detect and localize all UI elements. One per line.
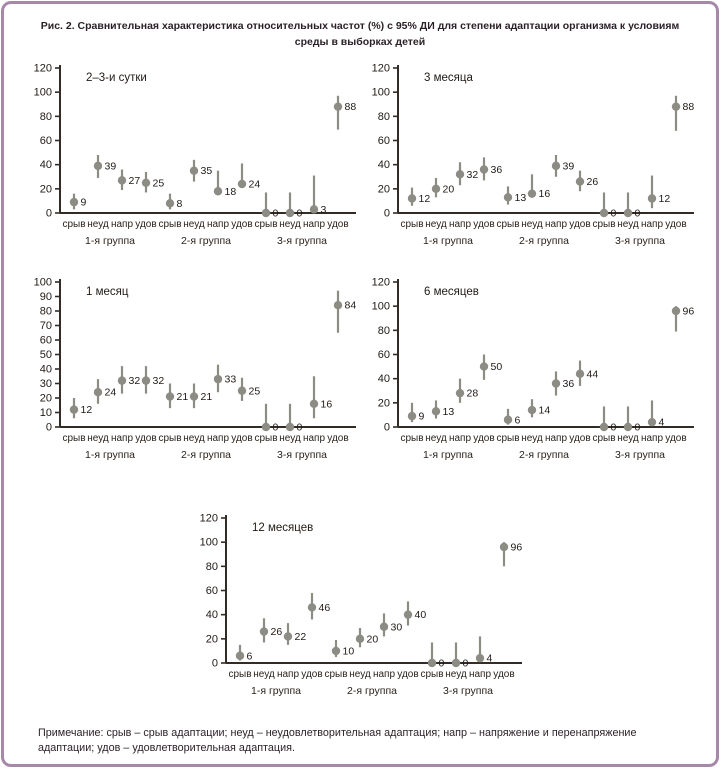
y-tick-label: 40	[377, 159, 390, 172]
data-point	[236, 652, 244, 660]
data-point	[672, 307, 680, 315]
value-label: 88	[682, 101, 695, 114]
category-label: удов	[135, 219, 157, 230]
y-tick-label: 70	[39, 320, 52, 332]
category-label: неуд	[279, 219, 301, 230]
y-tick-label: 60	[377, 349, 390, 361]
figure-title-text: Рис. 2. Сравнительная характеристика относительных частот (%) с 95% ДИ для степени адаптации организма к условиям среды в выборках детей	[40, 20, 680, 48]
data-point	[456, 389, 464, 397]
data-point	[286, 423, 294, 431]
y-tick-label: 50	[39, 349, 52, 361]
y-tick-label: 80	[39, 110, 52, 123]
category-label: срыв	[254, 433, 278, 444]
y-tick-label: 60	[39, 334, 52, 347]
data-point	[480, 165, 488, 173]
data-point	[648, 194, 656, 202]
value-label: 30	[390, 621, 403, 634]
value-label: 27	[128, 174, 141, 187]
category-label: удов	[569, 219, 591, 230]
y-tick-label: 100	[371, 86, 390, 99]
group-label: 1-я группа	[423, 235, 473, 247]
y-tick-label: 60	[377, 135, 390, 147]
category-label: срыв	[496, 433, 520, 444]
category-label: удов	[569, 433, 591, 444]
data-point	[408, 412, 416, 420]
data-point	[408, 194, 416, 202]
group-label: 3-я группа	[277, 449, 327, 461]
data-point	[452, 659, 460, 667]
data-point	[528, 406, 536, 414]
data-point	[404, 610, 412, 618]
value-label: 9	[418, 410, 425, 423]
data-point	[576, 177, 584, 185]
figure-title	[38, 19, 682, 51]
category-label: напр	[468, 669, 492, 680]
value-label: 28	[466, 387, 479, 400]
value-label: 21	[176, 391, 189, 404]
value-label: 0	[438, 657, 445, 670]
data-point	[310, 400, 318, 408]
y-tick-label: 0	[383, 207, 390, 220]
category-label: удов	[301, 669, 323, 680]
category-label: неуд	[183, 219, 205, 230]
data-point	[262, 209, 270, 217]
value-label: 32	[152, 375, 165, 388]
value-label: 50	[490, 361, 503, 374]
value-label: 0	[610, 207, 617, 220]
value-label: 24	[248, 178, 261, 191]
value-label: 40	[414, 609, 427, 622]
y-tick-label: 100	[33, 276, 52, 289]
group-label: 3-я группа	[277, 235, 327, 247]
category-label: напр	[544, 219, 568, 230]
value-label: 10	[342, 645, 355, 658]
category-label: срыв	[158, 433, 182, 444]
y-tick-label: 10	[39, 407, 52, 419]
data-point	[142, 376, 150, 384]
value-label: 16	[320, 398, 333, 411]
value-label: 32	[466, 168, 479, 181]
data-point	[334, 301, 342, 309]
panel-title: 12 месяцев	[252, 522, 314, 534]
y-tick-label: 100	[199, 536, 218, 549]
y-tick-label: 0	[211, 657, 218, 670]
group-label: 1-я группа	[423, 449, 473, 461]
data-point	[190, 392, 198, 400]
y-tick-label: 80	[205, 560, 218, 573]
category-label: удов	[327, 433, 349, 444]
category-label: удов	[231, 433, 253, 444]
y-tick-label: 80	[39, 305, 52, 318]
y-tick-label: 40	[39, 159, 52, 172]
data-point	[428, 659, 436, 667]
value-label: 25	[152, 177, 165, 190]
category-label: срыв	[592, 433, 616, 444]
category-label: неуд	[183, 433, 205, 444]
value-label: 13	[514, 191, 527, 204]
data-point	[504, 193, 512, 201]
value-label: 25	[248, 385, 261, 398]
value-label: 96	[682, 305, 695, 318]
data-point	[504, 416, 512, 424]
panel-title: 6 месяцев	[424, 286, 479, 298]
figure-note: Примечание: срыв – срыв адаптации; неуд – неудовлетворительная адаптация; напр – напряжение и перенапряжение адаптации; удов – удовлетворительная адаптация.	[38, 727, 637, 755]
category-label: неуд	[521, 219, 543, 230]
category-label: неуд	[617, 219, 639, 230]
category-label: неуд	[349, 669, 371, 680]
category-label: срыв	[228, 669, 252, 680]
y-tick-label: 20	[377, 397, 390, 410]
category-label: неуд	[87, 433, 109, 444]
data-point	[166, 199, 174, 207]
category-label: неуд	[87, 219, 109, 230]
category-label: напр	[206, 433, 230, 444]
panel-chart-1-mesyac	[30, 270, 364, 480]
category-label: срыв	[420, 669, 444, 680]
category-label: неуд	[253, 669, 275, 680]
category-label: напр	[110, 433, 134, 444]
data-point	[624, 209, 632, 217]
category-label: удов	[473, 219, 495, 230]
group-label: 3-я группа	[615, 449, 665, 461]
category-label: срыв	[62, 433, 86, 444]
value-label: 12	[80, 404, 93, 417]
value-label: 0	[272, 421, 279, 434]
y-tick-label: 0	[45, 207, 52, 220]
category-label: напр	[302, 433, 326, 444]
category-label: напр	[206, 219, 230, 230]
category-label: неуд	[425, 219, 447, 230]
group-label: 2-я группа	[519, 235, 569, 247]
data-point	[190, 167, 198, 175]
y-tick-label: 60	[205, 585, 218, 597]
value-label: 22	[294, 630, 307, 643]
data-point	[500, 543, 508, 551]
category-label: напр	[110, 219, 134, 230]
data-point	[334, 102, 342, 110]
y-tick-label: 120	[371, 62, 390, 75]
category-label: удов	[135, 433, 157, 444]
value-label: 8	[176, 197, 183, 210]
value-label: 3	[320, 203, 327, 216]
category-label: срыв	[254, 219, 278, 230]
value-label: 0	[462, 657, 469, 670]
group-label: 1-я группа	[85, 449, 135, 461]
value-label: 24	[104, 386, 117, 399]
category-label: неуд	[425, 433, 447, 444]
data-point	[214, 375, 222, 383]
data-point	[480, 362, 488, 370]
data-point	[476, 654, 484, 662]
value-label: 6	[246, 650, 253, 663]
category-label: срыв	[62, 219, 86, 230]
value-label: 84	[344, 299, 357, 312]
y-tick-label: 60	[39, 135, 52, 147]
data-point	[648, 418, 656, 426]
group-label: 2-я группа	[181, 449, 231, 461]
y-tick-label: 20	[39, 183, 52, 196]
data-point	[70, 198, 78, 206]
category-label: неуд	[279, 433, 301, 444]
group-label: 1-я группа	[251, 685, 301, 697]
data-point	[286, 209, 294, 217]
value-label: 0	[296, 207, 303, 220]
category-label: срыв	[400, 219, 424, 230]
value-label: 33	[224, 373, 237, 386]
value-label: 0	[272, 207, 279, 220]
category-label: удов	[665, 433, 687, 444]
value-label: 39	[562, 160, 575, 173]
category-label: напр	[302, 219, 326, 230]
group-label: 3-я группа	[443, 685, 493, 697]
data-point	[308, 603, 316, 611]
value-label: 16	[538, 188, 551, 201]
category-label: срыв	[496, 219, 520, 230]
data-point	[528, 189, 536, 197]
category-label: неуд	[521, 433, 543, 444]
value-label: 44	[586, 368, 599, 381]
category-label: напр	[448, 433, 472, 444]
y-tick-label: 80	[377, 110, 390, 123]
value-label: 36	[562, 378, 575, 390]
figure-frame	[1, 1, 719, 767]
y-tick-label: 90	[39, 291, 52, 303]
value-label: 46	[318, 601, 331, 614]
data-point	[94, 388, 102, 396]
data-point	[142, 179, 150, 187]
panel-title: 2–3-и сутки	[86, 72, 147, 84]
data-point	[356, 635, 364, 643]
value-label: 12	[418, 193, 431, 205]
value-label: 21	[200, 391, 213, 404]
category-label: неуд	[445, 669, 467, 680]
data-point	[214, 187, 222, 195]
category-label: удов	[231, 219, 253, 230]
value-label: 32	[128, 375, 141, 388]
value-label: 88	[344, 101, 357, 114]
category-label: напр	[640, 433, 664, 444]
value-label: 39	[104, 160, 117, 173]
panel-chart-6-mesyacev	[368, 270, 702, 480]
y-tick-label: 20	[39, 392, 52, 405]
y-tick-label: 80	[377, 324, 390, 337]
value-label: 14	[538, 404, 551, 417]
data-point	[94, 162, 102, 170]
data-point	[432, 185, 440, 193]
value-label: 0	[296, 421, 303, 434]
category-label: срыв	[158, 219, 182, 230]
data-point	[624, 423, 632, 431]
category-label: напр	[640, 219, 664, 230]
value-label: 0	[634, 421, 641, 434]
group-label: 2-я группа	[519, 449, 569, 461]
y-tick-label: 30	[39, 378, 52, 390]
data-point	[238, 180, 246, 188]
group-label: 2-я группа	[347, 685, 397, 697]
data-point	[332, 647, 340, 655]
group-label: 2-я группа	[181, 235, 231, 247]
data-point	[600, 423, 608, 431]
category-label: удов	[473, 433, 495, 444]
panel-chart-2-3-sutki	[30, 56, 364, 266]
data-point	[118, 376, 126, 384]
value-label: 12	[658, 193, 671, 205]
data-point	[262, 423, 270, 431]
data-point	[238, 387, 246, 395]
value-label: 96	[510, 541, 523, 554]
data-point	[380, 623, 388, 631]
value-label: 18	[224, 185, 237, 198]
value-label: 26	[586, 176, 599, 189]
value-label: 6	[514, 414, 521, 427]
value-label: 13	[442, 405, 455, 418]
data-point	[456, 170, 464, 178]
y-tick-label: 120	[199, 512, 218, 525]
data-point	[432, 407, 440, 415]
y-tick-label: 40	[39, 363, 52, 376]
y-tick-label: 100	[371, 300, 390, 313]
category-label: удов	[493, 669, 515, 680]
panel-chart-3-mesyaca	[368, 56, 702, 266]
data-point	[284, 632, 292, 640]
value-label: 20	[366, 633, 379, 646]
data-point	[672, 102, 680, 110]
panel-title: 3 месяца	[424, 72, 473, 84]
data-point	[70, 405, 78, 413]
category-label: напр	[372, 669, 396, 680]
value-label: 4	[658, 416, 665, 429]
value-label: 0	[634, 207, 641, 220]
data-point	[552, 379, 560, 387]
y-tick-label: 40	[205, 609, 218, 622]
y-tick-label: 120	[33, 62, 52, 75]
panel-chart-12-mesyacev	[196, 506, 530, 716]
value-label: 9	[80, 196, 87, 209]
category-label: срыв	[400, 433, 424, 444]
data-point	[576, 370, 584, 378]
value-label: 20	[442, 183, 455, 196]
y-tick-label: 20	[205, 633, 218, 646]
value-label: 4	[486, 652, 493, 665]
category-label: напр	[276, 669, 300, 680]
category-label: удов	[397, 669, 419, 680]
y-tick-label: 40	[377, 373, 390, 386]
category-label: напр	[448, 219, 472, 230]
category-label: неуд	[617, 433, 639, 444]
category-label: напр	[544, 433, 568, 444]
value-label: 26	[270, 626, 283, 639]
y-tick-label: 0	[45, 421, 52, 434]
y-tick-label: 0	[383, 421, 390, 434]
data-point	[310, 205, 318, 213]
data-point	[166, 392, 174, 400]
data-point	[260, 627, 268, 635]
category-label: срыв	[324, 669, 348, 680]
value-label: 35	[200, 165, 213, 178]
y-tick-label: 120	[371, 276, 390, 289]
category-label: срыв	[592, 219, 616, 230]
y-tick-label: 20	[377, 183, 390, 196]
data-point	[552, 162, 560, 170]
value-label: 36	[490, 164, 503, 176]
group-label: 3-я группа	[615, 235, 665, 247]
group-label: 1-я группа	[85, 235, 135, 247]
category-label: удов	[327, 219, 349, 230]
y-tick-label: 100	[33, 86, 52, 99]
panel-title: 1 месяц	[86, 286, 129, 298]
data-point	[600, 209, 608, 217]
data-point	[118, 176, 126, 184]
category-label: удов	[665, 219, 687, 230]
value-label: 0	[610, 421, 617, 434]
